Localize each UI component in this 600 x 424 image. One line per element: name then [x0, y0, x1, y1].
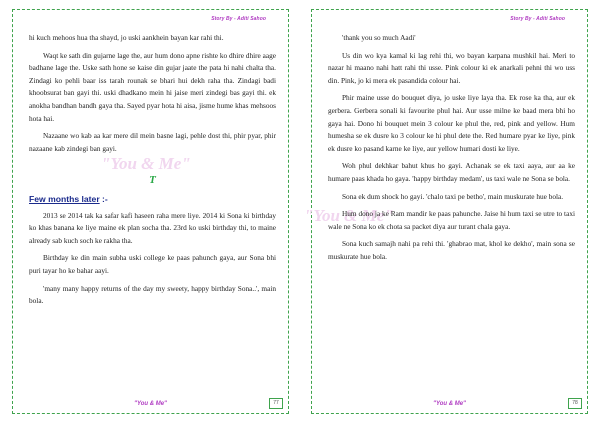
section-heading-text: Few months later [29, 193, 100, 204]
left-page-footer: "You & Me" [134, 401, 167, 407]
left-page-header: Story By - Aditi Sahoo [211, 16, 266, 22]
watermark-area [29, 154, 276, 180]
left-page [12, 9, 289, 414]
ornament-icon: T [149, 174, 156, 187]
right-page-header: Story By - Aditi Sahoo [510, 16, 565, 22]
right-page-footer: "You & Me" [433, 401, 466, 407]
paragraph: Waqt ke sath din gujarne lage the, aur hum dono apne rishte ko dhire dhire aage badhane lage the. Uske sath hone se kaise din gujar jaate the pata hi nahi chalta tha. Zindagi ko pehli baar iss tarah rounak se bhari hui dekh raha tha. Zindagi badi khoobsurat ban gayi thi. uski dhadkano mein hi jaise meri zindegi bas gayi thi. ek anokha bandhan bandh gaya tha. Sayed pyar hota hi aisa, jisme hume khas mehsoos hota hai. [29, 50, 276, 123]
paragraph: Nazaane wo kab aa kar mere dil mein basne lagi, pehle dost thi, phir pyar, phir nazaane kab zindegi ban gayi. [29, 131, 276, 153]
paragraph: 'many many happy returns of the day my sweety, happy birthday Sona..', main bola. [29, 283, 276, 306]
paragraph: Us din wo kya kamal ki lag rehi thi, wo bayan karpana mushkil hai. Meri to nazar hi maano nahi hatt rahi thi usse. Pink colour ki ek anarkali pehni thi wo uss din. Pink, jo ki mera ek pasandida colour hai. [328, 50, 575, 85]
paragraph: Birthday ke din main subha uski college ke paas pahunch gaya, aur Sona bhi puri tayar ho ke bahar aayi. [29, 253, 276, 275]
paragraph: hi kuch mehoos hua tha shayd, jo uski aankhein bayan kar rahi thi. [29, 33, 224, 42]
paragraph: 'thank you so much Aadi' [342, 33, 416, 42]
paragraph: Sona ek dum shock ho gayi. 'chalo taxi pe betho', main muskurate hue bola. [342, 191, 564, 201]
paragraph: Phir maine usse do bouquet diya, jo uske liye laya tha. Ek rose ka tha, aur ek gerbera. Gerbera sonali ki favourite phul hai. Aur usse milne ke baad mera bhi ho gaya hai. Dono hi bouquet mein 3 colour ke phul the, red, pink and yellow. Hum humesha se ek dusre ko 3 colour ke hi phul dete the. Red humare pyar ke liye, pink ek dusre ko pasand karne ke liye, aur yellow humari dosti ke liye. [328, 93, 575, 153]
page-number: 77 [269, 398, 283, 409]
right-page-body [328, 32, 575, 269]
left-page-body [29, 32, 276, 313]
paragraph: Sona kuch samajh nahi pa rehi thi. 'ghabrao mat, khol ke dekho', main sona se muskurate hue bola. [328, 239, 575, 261]
paragraph: 2013 se 2014 tak ka safar kafi haseen raha mere liye. 2014 ki Sona ki birthday ko khas banana ke liye maine ek plan socha tha. 23rd ko uski birthday thi, to maine already sab kuch soch ke rakha tha. [29, 210, 276, 245]
paragraph: Woh phul dekhkar bahut khus ho gayi. Achanak se ek taxi aaya, aur aa ke humare paas khada ho gaya. 'happy birthday medam', us taxi wale ne Sona se bola. [328, 161, 575, 183]
watermark-text: "You & Me" [304, 206, 394, 225]
watermark-text: "You & Me" [101, 154, 191, 174]
paragraph: Hum dono ja ke Ram mandir ke paas pahunche. Jaise hi hum taxi se utre to taxi wale ne Sona ko ek chota sa packet diya aur turant chala gaya. [328, 209, 575, 231]
right-page [304, 9, 588, 414]
section-heading [29, 193, 276, 206]
section-heading-suffix: :- [99, 193, 108, 204]
page-number: 78 [568, 398, 582, 409]
